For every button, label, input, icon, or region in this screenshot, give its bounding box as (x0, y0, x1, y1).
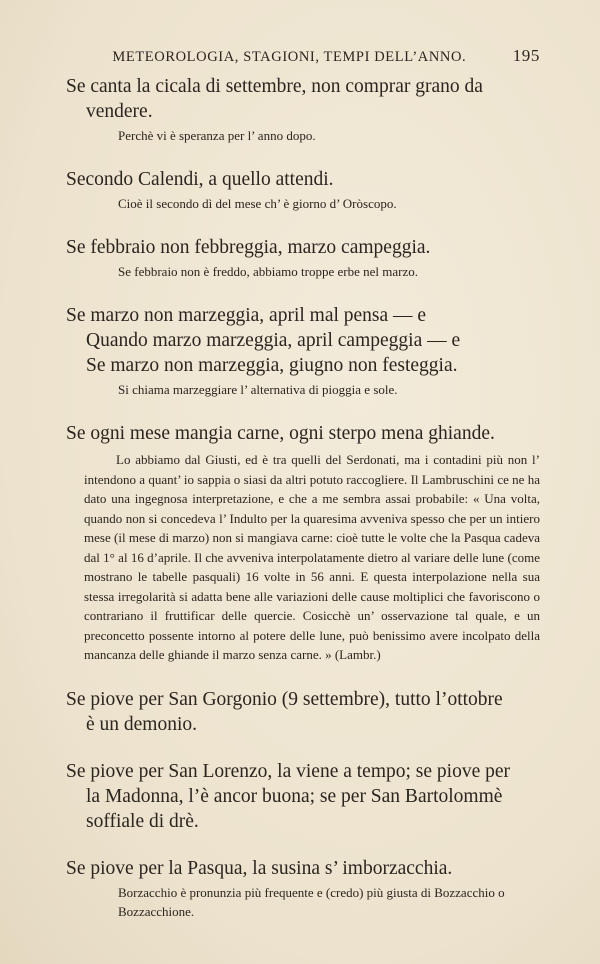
proverb-line: Se marzo non marzeggia, april mal pensa — e (66, 305, 427, 326)
running-header (66, 46, 540, 66)
proverb-line: Se piove per San Gorgonio (9 settembre), tutto l’ottobre (66, 688, 503, 710)
proverb-line: Se piove per la Pasqua, la susina s’ imborzacchia. (66, 857, 453, 879)
gloss: Si chiama marzeggiare l’ alternativa di pioggia e sole. (118, 382, 398, 397)
commentary-paragraph: Lo abbiamo dal Giusti, ed è tra quelli del Serdonati, ma i contadini più non l’ intendono a quant’ io sappia o siasi da altri potuto raccogliere. Il Lambruschini ce ne ha dato una ingegnosa interpretazione, e che a me sembra assai probabile: « Una volta, quando non si concedeva l’ Indulto per la quaresima avveniva spesso che per un intiero mese (il mese di marzo) non si mangiava carne: cioè tutte le volte che la Pasqua cadeva dal 1° al 16 d’aprile. Il che avveniva interpolatamente dietro al variare delle lune (come mostrano le tabelle pasquali) 16 volte in 56 anni. E questa interpolazione nella sua stessa irregolarità si adatta bene alle variazioni delle cause moltiplici che favoriscono o contrariano il fruttificar delle quercie. Cosicchè un’ osservazione tal quale, e un preconcetto possente intorno al potere delle lune, può benissimo avere incolpato della mancanza delle ghiande il marzo senza carne. » (Lambr.) (84, 452, 540, 662)
proverb-line: Se febbraio non febbreggia, marzo campeggia. (66, 237, 431, 258)
proverb-line: Secondo Calendi, a quello attendi. (66, 169, 334, 190)
proverb-line: è un demonio. (86, 713, 198, 735)
proverb-line: Se ogni mese mangia carne, ogni sterpo mena ghiande. (66, 423, 495, 444)
proverb-line: Se piove per San Lorenzo, la viene a tempo; se piove per (66, 760, 511, 782)
gloss: Perchè vi è speranza per l’ anno dopo. (118, 128, 316, 143)
proverb-line: soffiale di drè. (86, 810, 199, 832)
gloss: Borzacchio è pronunzia più frequente e (credo) più giusta di Bozzacchio o Bozzacchione. (118, 884, 505, 919)
proverb-line: Quando marzo marzeggia, april campeggia — e (86, 330, 461, 351)
proverb-line: la Madonna, l’è ancor buona; se per San Bartolommè (86, 785, 503, 807)
proverb-line: Se canta la cicala di settembre, non comprar grano da (66, 76, 483, 97)
proverb-line: Se marzo non marzeggia, giugno non festeggia. (86, 355, 458, 376)
gloss: Se febbraio non è freddo, abbiamo troppe erbe nel marzo. (118, 264, 418, 279)
running-title: METEOROLOGIA, STAGIONI, TEMPI DELL’ANNO. (112, 49, 467, 65)
proverb-line: vendere. (86, 101, 153, 122)
gloss: Cioè il secondo dì del mese ch’ è giorno d’ Oròscopo. (118, 196, 397, 211)
page-number: 195 (512, 46, 540, 65)
